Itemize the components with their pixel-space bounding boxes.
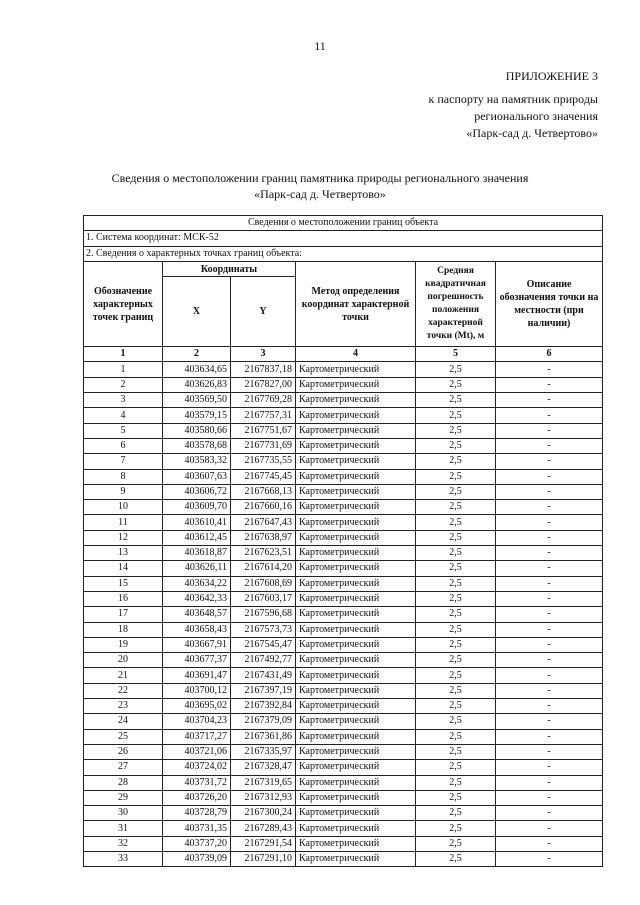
cell-mean-error: 2,5 [416,790,496,805]
table-row [84,790,603,805]
cell-mean-error: 2,5 [416,851,496,866]
cell-method: Картометрический [296,362,416,377]
cell-description: - [496,591,603,606]
cell-description: - [496,423,603,438]
cell-method: Картометрический [296,699,416,714]
cell-y-coordinate: 2167328,47 [231,760,296,775]
cell-point-number: 23 [84,699,163,714]
cell-x-coordinate: 403700,12 [163,683,231,698]
cell-x-coordinate: 403626,83 [163,377,231,392]
cell-description: - [496,362,603,377]
cell-point-number: 12 [84,530,163,545]
cell-description: - [496,561,603,576]
cell-method: Картометрический [296,607,416,622]
cell-method: Картометрический [296,821,416,836]
cell-point-number: 31 [84,821,163,836]
cell-mean-error: 2,5 [416,699,496,714]
cell-x-coordinate: 403667,91 [163,637,231,652]
cell-point-number: 8 [84,469,163,484]
table-row [84,836,603,851]
cell-point-number: 20 [84,653,163,668]
cell-point-number: 16 [84,591,163,606]
cell-description: - [496,683,603,698]
cell-description: - [496,729,603,744]
cell-description: - [496,744,603,759]
cell-y-coordinate: 2167751,67 [231,423,296,438]
cell-x-coordinate: 403726,20 [163,790,231,805]
cell-point-number: 18 [84,622,163,637]
column-number: 3 [231,347,296,362]
cell-point-number: 30 [84,806,163,821]
cell-mean-error: 2,5 [416,561,496,576]
cell-description: - [496,454,603,469]
boundary-table-container [83,215,602,867]
cell-y-coordinate: 2167392,84 [231,699,296,714]
cell-mean-error: 2,5 [416,576,496,591]
cell-y-coordinate: 2167379,09 [231,714,296,729]
cell-description: - [496,393,603,408]
cell-y-coordinate: 2167545,47 [231,637,296,652]
cell-x-coordinate: 403737,20 [163,836,231,851]
cell-mean-error: 2,5 [416,591,496,606]
cell-y-coordinate: 2167289,43 [231,821,296,836]
cell-method: Картометрический [296,729,416,744]
table-row [84,744,603,759]
table-row [84,454,603,469]
column-number: 5 [416,347,496,362]
cell-mean-error: 2,5 [416,683,496,698]
cell-description: - [496,790,603,805]
cell-y-coordinate: 2167769,28 [231,393,296,408]
column-number: 1 [84,347,163,362]
cell-y-coordinate: 2167300,24 [231,806,296,821]
cell-y-coordinate: 2167291,10 [231,851,296,866]
cell-x-coordinate: 403724,02 [163,760,231,775]
table-row [84,591,603,606]
cell-mean-error: 2,5 [416,546,496,561]
header-description: Описание обозначения точки на местности (при наличии) [496,261,603,346]
appendix-line-3: «Парк-сад д. Четвертово» [466,126,598,140]
table-row [84,423,603,438]
header-x: X [163,277,231,347]
cell-point-number: 14 [84,561,163,576]
cell-point-number: 5 [84,423,163,438]
appendix-header [429,68,598,142]
cell-x-coordinate: 403739,09 [163,851,231,866]
cell-description: - [496,607,603,622]
cell-mean-error: 2,5 [416,637,496,652]
cell-description: - [496,515,603,530]
cell-y-coordinate: 2167603,17 [231,591,296,606]
cell-point-number: 9 [84,484,163,499]
cell-mean-error: 2,5 [416,622,496,637]
cell-mean-error: 2,5 [416,775,496,790]
cell-mean-error: 2,5 [416,362,496,377]
cell-method: Картометрический [296,744,416,759]
cell-method: Картометрический [296,851,416,866]
cell-mean-error: 2,5 [416,744,496,759]
table-row [84,500,603,515]
cell-method: Картометрический [296,484,416,499]
cell-x-coordinate: 403695,02 [163,699,231,714]
cell-method: Картометрический [296,576,416,591]
document-title [0,170,640,202]
header-method: Метод определения координат характерной точки [296,261,416,346]
cell-x-coordinate: 403606,72 [163,484,231,499]
table-row [84,653,603,668]
cell-mean-error: 2,5 [416,806,496,821]
cell-x-coordinate: 403648,57 [163,607,231,622]
cell-x-coordinate: 403580,66 [163,423,231,438]
header-y: Y [231,277,296,347]
cell-description: - [496,484,603,499]
cell-x-coordinate: 403691,47 [163,668,231,683]
cell-x-coordinate: 403634,22 [163,576,231,591]
cell-method: Картометрический [296,775,416,790]
cell-description: - [496,821,603,836]
document-title-line-2: «Парк-сад д. Четвертово» [254,187,386,201]
cell-method: Картометрический [296,454,416,469]
cell-method: Картометрический [296,546,416,561]
cell-y-coordinate: 2167335,97 [231,744,296,759]
boundary-points-table [83,215,603,867]
cell-y-coordinate: 2167431,49 [231,668,296,683]
cell-y-coordinate: 2167361,86 [231,729,296,744]
cell-method: Картометрический [296,668,416,683]
cell-description: - [496,714,603,729]
table-row [84,806,603,821]
cell-mean-error: 2,5 [416,607,496,622]
cell-y-coordinate: 2167668,13 [231,484,296,499]
cell-method: Картометрический [296,790,416,805]
cell-method: Картометрический [296,637,416,652]
cell-y-coordinate: 2167397,19 [231,683,296,698]
cell-y-coordinate: 2167291,54 [231,836,296,851]
cell-method: Картометрический [296,561,416,576]
table-row [84,851,603,866]
table-row [84,637,603,652]
header-error: Средняя квадратичная погрешность положения характерной точки (Mt), м [416,261,496,346]
table-body [84,362,603,867]
cell-method: Картометрический [296,377,416,392]
cell-x-coordinate: 403717,27 [163,729,231,744]
cell-x-coordinate: 403607,63 [163,469,231,484]
cell-description: - [496,377,603,392]
table-row [84,714,603,729]
document-title-line-1: Сведения о местоположении границ памятника природы регионального значения [111,171,529,185]
cell-x-coordinate: 403704,23 [163,714,231,729]
cell-x-coordinate: 403731,35 [163,821,231,836]
cell-y-coordinate: 2167647,43 [231,515,296,530]
cell-description: - [496,699,603,714]
cell-point-number: 13 [84,546,163,561]
cell-y-coordinate: 2167638,97 [231,530,296,545]
cell-description: - [496,653,603,668]
column-number-row [84,347,603,362]
cell-method: Картометрический [296,438,416,453]
table-row [84,546,603,561]
table-row [84,377,603,392]
cell-y-coordinate: 2167614,20 [231,561,296,576]
cell-mean-error: 2,5 [416,760,496,775]
cell-description: - [496,469,603,484]
cell-description: - [496,836,603,851]
cell-point-number: 29 [84,790,163,805]
cell-point-number: 10 [84,500,163,515]
cell-y-coordinate: 2167735,55 [231,454,296,469]
cell-description: - [496,637,603,652]
table-row [84,699,603,714]
table-row [84,622,603,637]
cell-description: - [496,546,603,561]
table-row [84,530,603,545]
table-caption: Сведения о местоположении границ объекта [84,216,603,231]
cell-mean-error: 2,5 [416,821,496,836]
cell-x-coordinate: 403610,41 [163,515,231,530]
cell-x-coordinate: 403578,68 [163,438,231,453]
cell-x-coordinate: 403609,70 [163,500,231,515]
cell-mean-error: 2,5 [416,408,496,423]
cell-y-coordinate: 2167573,73 [231,622,296,637]
cell-point-number: 32 [84,836,163,851]
table-row [84,469,603,484]
cell-description: - [496,622,603,637]
cell-y-coordinate: 2167837,18 [231,362,296,377]
cell-point-number: 3 [84,393,163,408]
cell-x-coordinate: 403731,72 [163,775,231,790]
cell-method: Картометрический [296,806,416,821]
cell-y-coordinate: 2167596,68 [231,607,296,622]
cell-point-number: 21 [84,668,163,683]
header-point: Обозначение характерных точек границ [84,261,163,346]
cell-x-coordinate: 403728,79 [163,806,231,821]
cell-y-coordinate: 2167492,77 [231,653,296,668]
cell-description: - [496,668,603,683]
cell-point-number: 26 [84,744,163,759]
column-number: 4 [296,347,416,362]
cell-description: - [496,775,603,790]
cell-method: Картометрический [296,591,416,606]
table-row [84,362,603,377]
cell-method: Картометрический [296,622,416,637]
cell-y-coordinate: 2167827,00 [231,377,296,392]
coordinate-system-row: 1. Система координат: МСК-52 [84,231,603,246]
cell-y-coordinate: 2167757,31 [231,408,296,423]
cell-point-number: 24 [84,714,163,729]
cell-x-coordinate: 403642,33 [163,591,231,606]
cell-x-coordinate: 403579,15 [163,408,231,423]
cell-x-coordinate: 403583,32 [163,454,231,469]
cell-description: - [496,760,603,775]
cell-point-number: 4 [84,408,163,423]
cell-point-number: 6 [84,438,163,453]
cell-mean-error: 2,5 [416,668,496,683]
cell-point-number: 28 [84,775,163,790]
cell-mean-error: 2,5 [416,836,496,851]
cell-point-number: 22 [84,683,163,698]
cell-description: - [496,438,603,453]
cell-point-number: 11 [84,515,163,530]
cell-y-coordinate: 2167745,45 [231,469,296,484]
cell-mean-error: 2,5 [416,393,496,408]
cell-method: Картометрический [296,836,416,851]
table-row [84,729,603,744]
table-row [84,576,603,591]
cell-description: - [496,530,603,545]
cell-point-number: 15 [84,576,163,591]
cell-mean-error: 2,5 [416,714,496,729]
cell-point-number: 2 [84,377,163,392]
cell-mean-error: 2,5 [416,377,496,392]
cell-point-number: 27 [84,760,163,775]
cell-method: Картометрический [296,500,416,515]
cell-point-number: 33 [84,851,163,866]
cell-description: - [496,851,603,866]
table-row [84,515,603,530]
cell-mean-error: 2,5 [416,438,496,453]
cell-mean-error: 2,5 [416,729,496,744]
cell-method: Картометрический [296,683,416,698]
table-row [84,408,603,423]
cell-point-number: 25 [84,729,163,744]
cell-x-coordinate: 403634,65 [163,362,231,377]
cell-y-coordinate: 2167319,65 [231,775,296,790]
table-row [84,683,603,698]
column-number: 6 [496,347,603,362]
cell-mean-error: 2,5 [416,515,496,530]
table-row [84,668,603,683]
cell-point-number: 7 [84,454,163,469]
cell-method: Картометрический [296,469,416,484]
cell-description: - [496,806,603,821]
cell-method: Картометрический [296,530,416,545]
appendix-line-1: к паспорту на памятник природы [428,92,598,106]
cell-method: Картометрический [296,515,416,530]
cell-y-coordinate: 2167623,51 [231,546,296,561]
cell-mean-error: 2,5 [416,423,496,438]
header-coordinates: Координаты [163,261,296,276]
cell-method: Картометрический [296,408,416,423]
cell-mean-error: 2,5 [416,469,496,484]
cell-mean-error: 2,5 [416,530,496,545]
cell-x-coordinate: 403721,06 [163,744,231,759]
cell-method: Картометрический [296,393,416,408]
cell-method: Картометрический [296,653,416,668]
cell-y-coordinate: 2167731,69 [231,438,296,453]
appendix-title: ПРИЛОЖЕНИЕ 3 [505,69,598,83]
cell-mean-error: 2,5 [416,500,496,515]
table-row [84,775,603,790]
cell-x-coordinate: 403618,87 [163,546,231,561]
appendix-line-2: регионального значения [474,109,598,123]
table-row [84,821,603,836]
cell-y-coordinate: 2167608,69 [231,576,296,591]
table-row [84,484,603,499]
table-row [84,607,603,622]
cell-x-coordinate: 403626,11 [163,561,231,576]
table-row [84,561,603,576]
cell-point-number: 19 [84,637,163,652]
cell-x-coordinate: 403612,45 [163,530,231,545]
cell-x-coordinate: 403658,43 [163,622,231,637]
table-row [84,438,603,453]
cell-mean-error: 2,5 [416,653,496,668]
cell-x-coordinate: 403569,50 [163,393,231,408]
table-row [84,760,603,775]
cell-method: Картометрический [296,714,416,729]
cell-description: - [496,576,603,591]
cell-point-number: 17 [84,607,163,622]
page-number: 11 [314,39,326,53]
cell-y-coordinate: 2167660,16 [231,500,296,515]
cell-x-coordinate: 403677,37 [163,653,231,668]
cell-method: Картометрический [296,423,416,438]
table-row [84,393,603,408]
cell-method: Картометрический [296,760,416,775]
cell-mean-error: 2,5 [416,484,496,499]
column-number: 2 [163,347,231,362]
cell-description: - [496,408,603,423]
cell-mean-error: 2,5 [416,454,496,469]
cell-y-coordinate: 2167312,93 [231,790,296,805]
points-info-row: 2. Сведения о характерных точках границ объекта: [84,246,603,261]
cell-point-number: 1 [84,362,163,377]
cell-description: - [496,500,603,515]
